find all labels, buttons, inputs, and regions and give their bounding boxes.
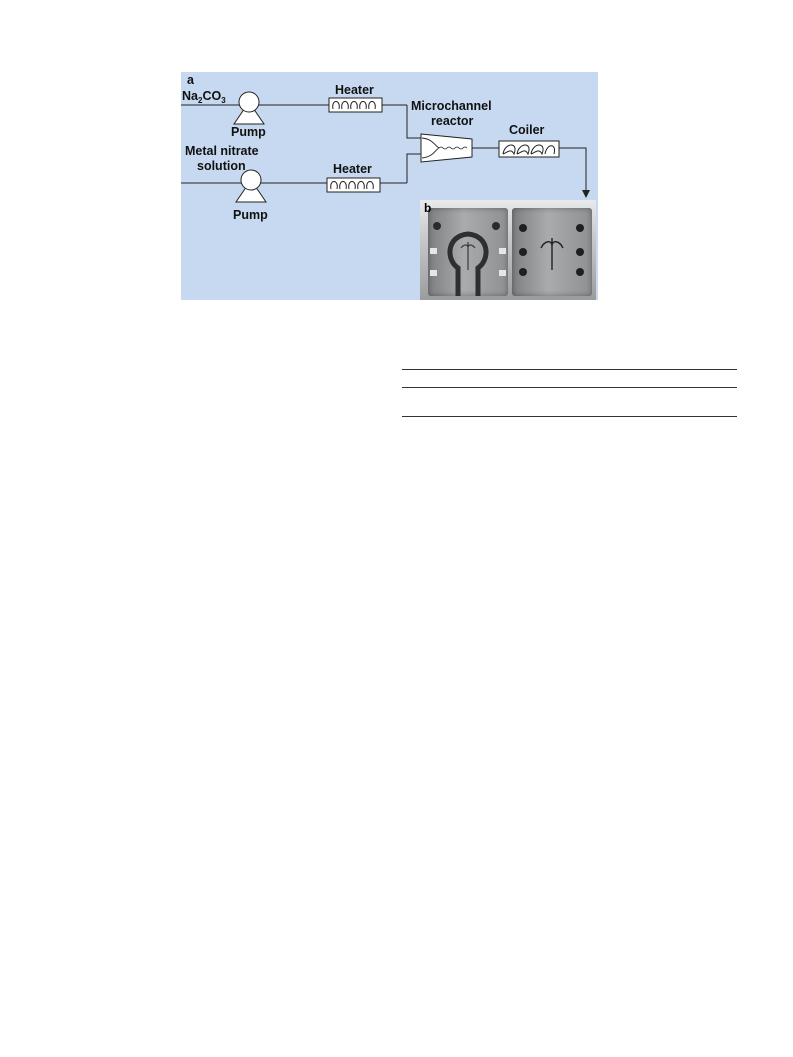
inlet-top-label: $Na_2CO_3$ xyxy=(182,89,226,105)
panel-a-label: a xyxy=(187,73,194,87)
microchannel-reactor-icon xyxy=(421,134,472,162)
coiler-icon xyxy=(499,141,559,157)
inlet-bottom-label-line1: Metal nitrate xyxy=(185,144,259,158)
heater-top-icon xyxy=(329,98,382,112)
heater-bottom-icon xyxy=(327,178,380,192)
heater-bottom-label: Heater xyxy=(333,162,372,176)
reactor-photo xyxy=(420,200,596,300)
coiler-label: Coiler xyxy=(509,123,545,137)
pump-top-label: Pump xyxy=(231,125,266,139)
table-rule-middle xyxy=(402,387,737,388)
reactor-plate-left xyxy=(428,208,508,296)
reactor-label-line1: Microchannel xyxy=(411,99,492,113)
table-rule-top xyxy=(402,369,737,370)
pump-bottom-label: Pump xyxy=(233,208,268,222)
panel-b-label: b xyxy=(424,201,432,215)
inlet-bottom-label-line2: solution xyxy=(197,159,246,173)
heater-top-label: Heater xyxy=(335,83,374,97)
reactor-plate-right xyxy=(512,208,592,296)
reactor-label-line2: reactor xyxy=(431,114,474,128)
pump-bottom-icon xyxy=(236,170,266,202)
pump-top-icon xyxy=(234,92,264,124)
process-figure xyxy=(181,72,598,300)
table-rule-bottom xyxy=(402,416,737,417)
